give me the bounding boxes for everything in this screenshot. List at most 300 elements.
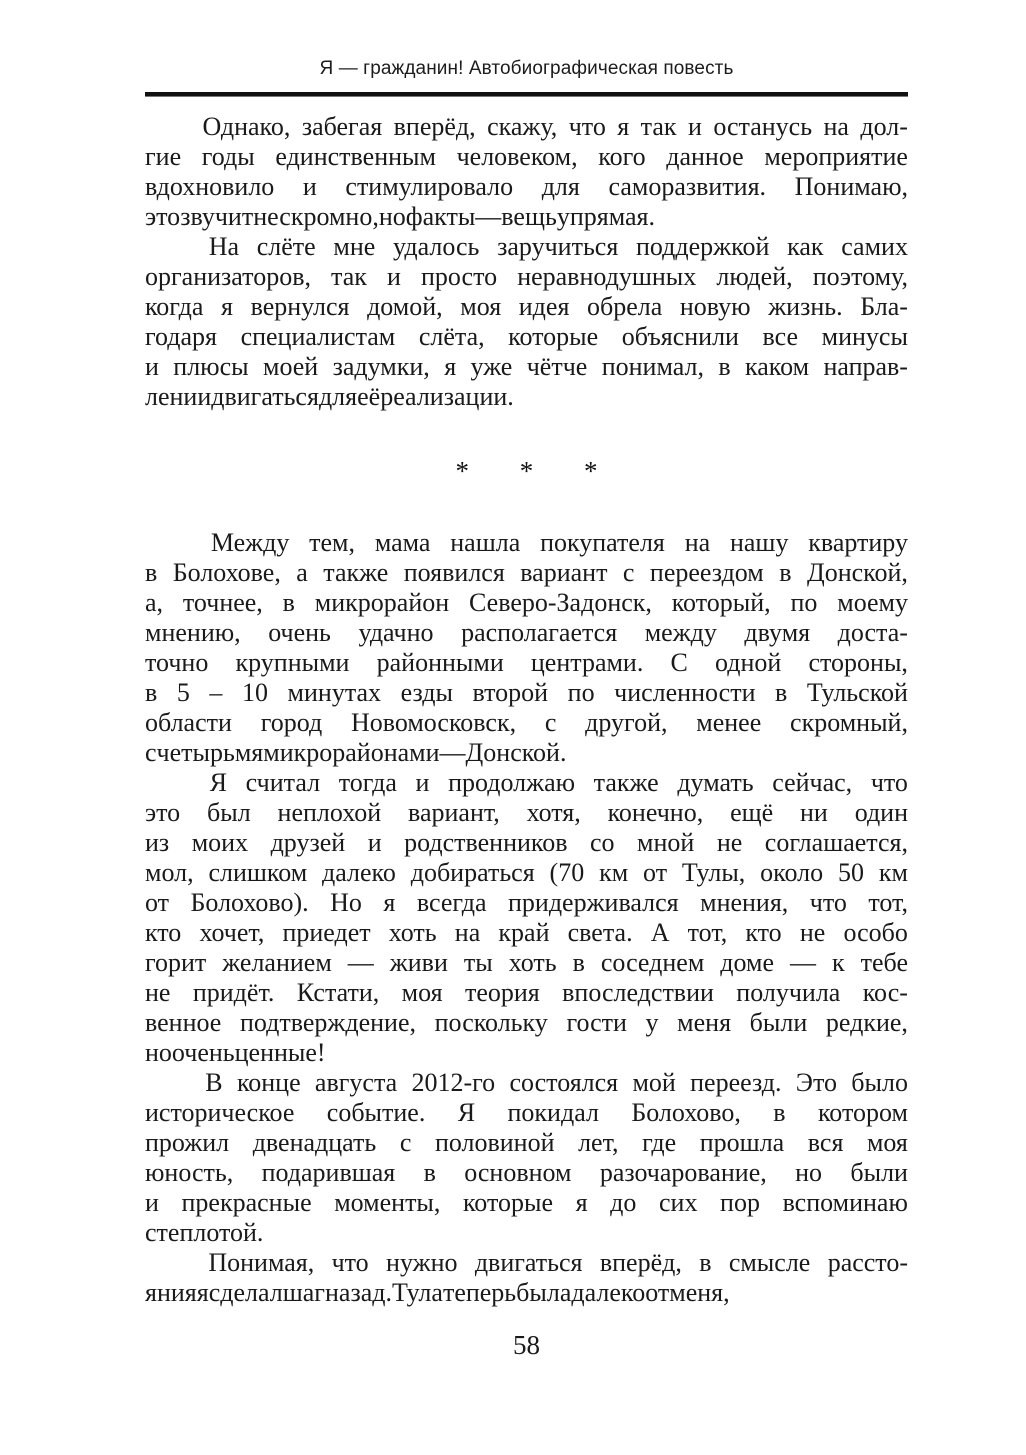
word: придёт. <box>192 978 275 1007</box>
word: который, <box>671 588 771 617</box>
word: до <box>610 1188 637 1217</box>
first-line-indent <box>145 1248 191 1278</box>
word: двумя <box>744 618 811 647</box>
word: по <box>567 678 595 707</box>
word: доме <box>720 948 775 977</box>
word: что <box>870 768 908 797</box>
text-block-lower <box>145 528 908 1308</box>
word: человеком, <box>456 142 578 171</box>
word: ты <box>463 948 493 977</box>
word: звучит <box>180 202 254 231</box>
word: вещь <box>501 202 557 231</box>
word: мнению, <box>145 618 241 647</box>
text-line <box>145 1128 908 1158</box>
word: когда <box>145 292 204 321</box>
word: скажу, <box>487 112 558 141</box>
word: меня, <box>669 1278 730 1307</box>
word: где <box>642 1128 677 1157</box>
word: на <box>823 112 849 141</box>
word: стороны, <box>808 648 908 677</box>
word: области <box>145 708 232 737</box>
word: по <box>790 588 818 617</box>
word: в <box>699 1248 712 1277</box>
word: ещё <box>730 798 774 827</box>
header-rule <box>145 92 908 96</box>
word: подарившая <box>261 1158 396 1187</box>
word: тот, <box>868 888 908 917</box>
first-line-indent <box>145 1068 191 1098</box>
word: далеко <box>571 1278 646 1307</box>
text-line <box>145 382 908 412</box>
paragraph <box>145 232 908 412</box>
word: одной <box>715 648 782 677</box>
text-line <box>145 1038 908 1068</box>
word: годаря <box>145 322 217 351</box>
word: лении <box>145 382 212 411</box>
word: соседнем <box>600 948 705 977</box>
word: вперёд, <box>393 112 476 141</box>
word: мероприятие <box>764 142 908 171</box>
word: Болохове, <box>172 558 281 587</box>
word: объяснили <box>621 322 739 351</box>
word: доста- <box>837 618 908 647</box>
word: прошла <box>699 1128 785 1157</box>
word: редкие, <box>825 1008 908 1037</box>
word: я <box>383 888 396 917</box>
word: нужно <box>386 1248 458 1277</box>
word: приедет <box>282 918 371 947</box>
word: рассто- <box>827 1248 908 1277</box>
word: идея <box>518 292 570 321</box>
word: (70 <box>549 858 585 887</box>
word: Кстати, <box>296 978 380 1007</box>
word: квартиру <box>808 528 908 557</box>
word: факты <box>405 202 476 231</box>
word: поскольку <box>434 1008 548 1037</box>
section-divider-asterisks: * * * <box>455 456 620 486</box>
word: С <box>670 648 688 677</box>
word: дол- <box>860 112 908 141</box>
word: что <box>331 1248 369 1277</box>
text-line <box>145 352 908 382</box>
word: и <box>687 112 702 141</box>
word: гости <box>566 1008 627 1037</box>
word: нескромно, <box>253 202 379 231</box>
text-line <box>145 828 908 858</box>
word: На <box>208 232 240 261</box>
paragraph <box>145 1068 908 1248</box>
word: сделал <box>208 1278 283 1307</box>
word: обрела <box>587 292 663 321</box>
word: были <box>749 1008 808 1037</box>
text-line <box>145 1098 908 1128</box>
word: котором <box>817 1098 908 1127</box>
first-line-indent <box>145 112 191 142</box>
word: Болохово). <box>190 888 309 917</box>
word: моих <box>191 828 249 857</box>
paragraph <box>145 112 908 232</box>
word: в <box>145 558 158 587</box>
word: мой <box>632 1068 676 1097</box>
word: двигаться <box>474 1248 583 1277</box>
word: Однако, <box>202 112 291 141</box>
word: край <box>498 918 550 947</box>
word: и <box>415 768 430 797</box>
word: Я <box>209 768 227 797</box>
word: очень <box>171 1038 235 1067</box>
word: событие. <box>326 1098 426 1127</box>
word: езды <box>400 678 453 707</box>
word: неравнодушных <box>517 262 697 291</box>
text-line <box>145 1278 908 1308</box>
word: от <box>645 1278 670 1307</box>
word: сейчас, <box>772 768 853 797</box>
word: центрами. <box>530 648 644 677</box>
word: прожил <box>145 1128 230 1157</box>
word: основном <box>464 1158 572 1187</box>
word: живи <box>389 948 448 977</box>
word: слёте <box>256 232 316 261</box>
word: кого <box>598 142 646 171</box>
word: придерживался <box>507 888 679 917</box>
word: км <box>599 858 629 887</box>
text-line <box>145 112 908 142</box>
word: покидал <box>507 1098 599 1127</box>
word: и <box>145 352 159 381</box>
word: — <box>475 202 502 231</box>
text-line <box>145 142 908 172</box>
word: между <box>644 618 717 647</box>
word: Тульской <box>806 678 908 707</box>
word: точнее, <box>182 588 263 617</box>
word: ценные! <box>234 1038 326 1067</box>
word: я <box>575 1188 588 1217</box>
word: и <box>302 172 317 201</box>
word: шаг <box>282 1278 325 1307</box>
word: с <box>622 558 635 587</box>
word: один <box>854 798 908 827</box>
text-line <box>145 768 908 798</box>
word: Между <box>210 528 290 557</box>
word: со <box>590 828 615 857</box>
text-line <box>145 738 908 768</box>
text-line <box>145 202 908 232</box>
word: разочарование, <box>599 1158 767 1187</box>
word: всегда <box>416 888 487 917</box>
word: четырьмя <box>156 738 264 767</box>
word: очень <box>268 618 331 647</box>
word: не <box>799 918 826 947</box>
text-line <box>145 978 908 1008</box>
word: точно <box>145 648 209 677</box>
word: численности <box>614 678 756 707</box>
word: упрямая. <box>556 202 655 231</box>
word: но <box>378 202 406 231</box>
word: теперь <box>442 1278 517 1307</box>
word: мама <box>374 528 431 557</box>
word: в <box>718 352 731 381</box>
text-line <box>145 618 908 648</box>
word: домой, <box>367 292 443 321</box>
word: А <box>650 918 670 947</box>
word: — <box>347 948 374 977</box>
word: особо <box>843 918 908 947</box>
word: двигаться <box>211 382 319 411</box>
word: в <box>145 678 158 707</box>
word: второй <box>472 678 549 707</box>
word: специалистам <box>240 322 396 351</box>
word: хотя, <box>526 798 581 827</box>
word: 2012-го <box>411 1068 496 1097</box>
word: останусь <box>713 112 813 141</box>
word: уже <box>470 352 513 381</box>
word: моя <box>866 1128 908 1157</box>
word: минутах <box>287 678 382 707</box>
word: мне <box>333 232 376 261</box>
word: вариант, <box>408 798 500 827</box>
text-line <box>145 678 908 708</box>
word: город <box>260 708 323 737</box>
word: от <box>145 888 170 917</box>
text-line <box>145 292 908 322</box>
word: появился <box>403 558 505 587</box>
word: вспоминаю <box>782 1188 908 1217</box>
word: для <box>318 382 358 411</box>
word: меня <box>677 1008 732 1037</box>
word: около <box>760 858 824 887</box>
word: людей, <box>716 262 793 291</box>
word: 50 <box>837 858 864 887</box>
word: половиной <box>434 1128 555 1157</box>
word: удачно <box>358 618 434 647</box>
word: моей <box>263 352 319 381</box>
word: Я <box>457 1098 476 1127</box>
word: сих <box>658 1188 698 1217</box>
word: думать <box>677 768 754 797</box>
word: кос- <box>862 978 908 1007</box>
word: продолжаю <box>448 768 576 797</box>
word: данное <box>666 142 744 171</box>
running-head: Я — гражданин! Автобиографическая повесть <box>319 58 734 79</box>
word: стимулировало <box>345 172 514 201</box>
text-line <box>145 918 908 948</box>
word: нашу <box>729 528 789 557</box>
word: был <box>207 798 251 827</box>
word: вернулся <box>250 292 350 321</box>
word: реализации. <box>380 382 514 411</box>
word: конечно, <box>607 798 704 827</box>
word: как <box>787 232 824 261</box>
text-line <box>145 1218 908 1248</box>
word: тем, <box>309 528 355 557</box>
word: слишком <box>208 858 308 887</box>
word: её <box>357 382 381 411</box>
text-line <box>145 1158 908 1188</box>
word: Тула <box>391 1278 443 1307</box>
word: Северо-Задонск, <box>469 588 652 617</box>
word: саморазвития. <box>608 172 767 201</box>
word: задумки, <box>332 352 430 381</box>
word: микрорайонами <box>263 738 440 767</box>
word: просто <box>420 262 498 291</box>
word: хоть <box>388 918 437 947</box>
word: от <box>643 858 668 887</box>
word: тот, <box>687 918 728 947</box>
word: в <box>423 1158 436 1187</box>
word: с <box>145 738 157 767</box>
word: юность, <box>145 1158 234 1187</box>
word: самих <box>841 232 908 261</box>
word: поддержкой <box>636 232 770 261</box>
word: переездом <box>649 558 764 587</box>
word: Болохово, <box>631 1098 741 1127</box>
text-line <box>145 232 908 262</box>
word: Донской, <box>806 558 908 587</box>
word: Тулы, <box>681 858 746 887</box>
word: и <box>386 262 401 291</box>
word: удалось <box>393 232 480 261</box>
word: в <box>773 1098 786 1127</box>
first-line-indent <box>145 232 191 262</box>
word: состоялся <box>509 1068 619 1097</box>
word: но <box>795 1158 823 1187</box>
text-line <box>145 588 908 618</box>
word: считал <box>245 768 321 797</box>
word: крупными <box>235 648 350 677</box>
word: моя <box>460 292 502 321</box>
word: венное <box>145 1008 222 1037</box>
word: яния <box>145 1278 197 1307</box>
word: – <box>209 678 223 707</box>
word: и <box>367 828 382 857</box>
text-line <box>145 648 908 678</box>
word: и <box>145 1188 159 1217</box>
word: но <box>145 1038 172 1067</box>
word: в <box>779 558 792 587</box>
text-block-upper <box>145 112 908 412</box>
word: теплотой. <box>156 1218 264 1247</box>
word: кто <box>145 918 182 947</box>
word: на <box>454 918 481 947</box>
word: переезд. <box>690 1068 782 1097</box>
word: также <box>323 558 389 587</box>
word: а <box>296 558 308 587</box>
text-line <box>145 888 908 918</box>
word: все <box>762 322 799 351</box>
word: мнения, <box>700 888 789 917</box>
word: единственным <box>275 142 436 171</box>
word: теория <box>464 978 540 1007</box>
text-line <box>145 172 908 202</box>
word: так <box>640 112 677 141</box>
word: которые <box>463 1188 553 1217</box>
word: для <box>541 172 580 201</box>
word: так <box>331 262 367 291</box>
word: ни <box>800 798 828 827</box>
word: Понимаю, <box>794 172 908 201</box>
word: плюсы <box>173 352 249 381</box>
text-line <box>145 1188 908 1218</box>
word: я <box>221 292 233 321</box>
text-line <box>145 948 908 978</box>
word: историческое <box>145 1098 295 1127</box>
word: забегая <box>301 112 383 141</box>
word: неплохой <box>277 798 382 827</box>
word: слёта, <box>418 322 485 351</box>
word: в <box>775 678 788 707</box>
word: что <box>809 888 847 917</box>
word: августа <box>314 1068 398 1097</box>
word: далеко <box>322 858 396 887</box>
word: 5 <box>176 678 190 707</box>
word: хоть <box>508 948 557 977</box>
word: Бла- <box>860 292 908 321</box>
text-line <box>145 1068 908 1098</box>
word: соглашается, <box>764 828 908 857</box>
text-line <box>145 798 908 828</box>
word: вариант <box>520 558 608 587</box>
text-line <box>145 708 908 738</box>
paragraph <box>145 768 908 1068</box>
word: к <box>832 948 845 977</box>
word: организаторов, <box>145 262 311 291</box>
word: хочет, <box>199 918 265 947</box>
word: моя <box>401 978 443 1007</box>
word: мол, <box>145 858 194 887</box>
word: лет, <box>578 1128 619 1157</box>
word: минусы <box>821 322 908 351</box>
word: Понимая, <box>208 1248 315 1277</box>
word: моменты, <box>334 1188 441 1217</box>
word: тогда <box>338 768 397 797</box>
text-line <box>145 1248 908 1278</box>
word: микрорайон <box>314 588 450 617</box>
word: мной <box>637 828 695 857</box>
word: Но <box>330 888 362 917</box>
word: на <box>684 528 711 557</box>
word: впоследствии <box>562 978 714 1007</box>
word: это <box>145 202 181 231</box>
word: В <box>205 1068 223 1097</box>
page-number: 58 <box>513 1330 540 1360</box>
word: гие <box>145 142 182 171</box>
word: родственников <box>404 828 568 857</box>
word: из <box>145 828 170 857</box>
text-line <box>145 558 908 588</box>
word: а, <box>145 588 164 617</box>
word: я <box>196 1278 209 1307</box>
word: с <box>544 708 557 737</box>
word: — <box>790 948 817 977</box>
text-line <box>145 858 908 888</box>
word: горит <box>145 948 207 977</box>
word: располагается <box>461 618 618 647</box>
word: вдохновило <box>145 172 275 201</box>
word: кто <box>745 918 782 947</box>
word: новую <box>679 292 751 321</box>
paragraph <box>145 528 908 768</box>
word: покупателя <box>540 528 665 557</box>
word: 10 <box>241 678 268 707</box>
word: с <box>399 1128 412 1157</box>
first-line-indent <box>145 768 191 798</box>
word: чётче <box>526 352 588 381</box>
word: я <box>617 112 630 141</box>
word: которые <box>508 322 599 351</box>
word: с <box>145 1218 157 1247</box>
word: годы <box>201 142 255 171</box>
word: что <box>568 112 606 141</box>
